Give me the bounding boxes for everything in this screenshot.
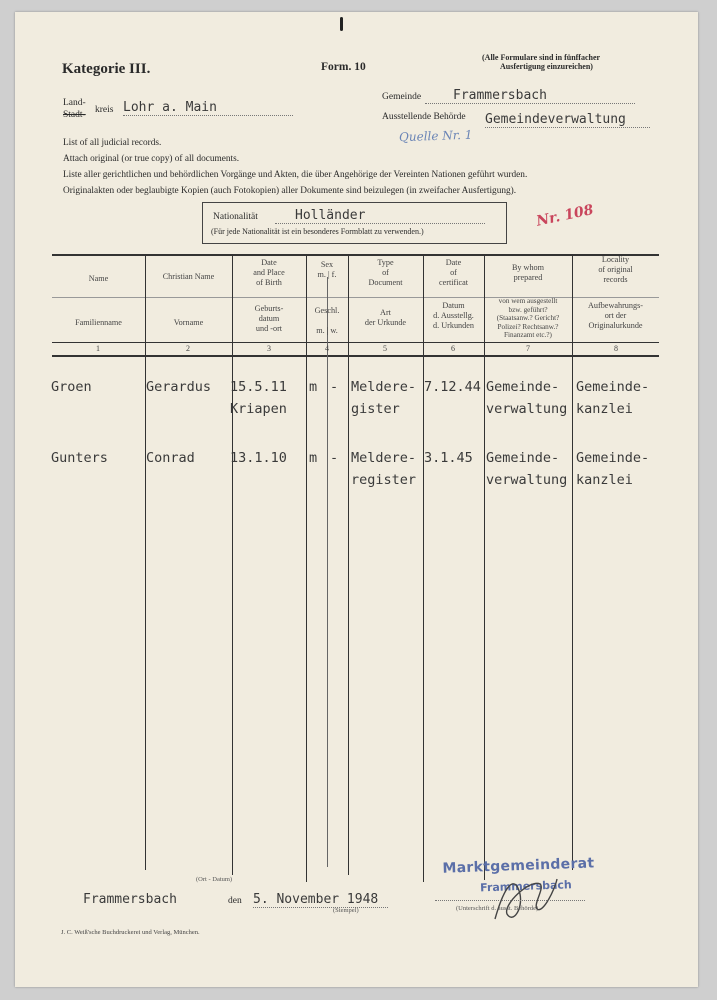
table-numbers-rule (52, 355, 659, 357)
copies-note-line2: Ausfertigung einzureichen) (500, 62, 593, 71)
gemeinde-label: Gemeinde (382, 92, 422, 102)
behoerde-value: Gemeindeverwaltung (485, 112, 650, 128)
row1-date-place: 15.5.11 Kriapen (230, 379, 287, 417)
col-number-7: 7 (526, 344, 530, 353)
header-vorname: Vorname (173, 318, 204, 327)
col-number-3: 3 (267, 344, 271, 353)
red-pencil-mark (535, 202, 595, 237)
row2-sex-f: - (330, 450, 339, 466)
header-date-certificat: Date of certificat (438, 258, 469, 287)
header-geschlecht: Geschl. m. | w. (314, 306, 340, 335)
row1-document-type: Meldere- gister (351, 379, 417, 417)
header-datum-ausstellung: Datum d. Ausstellg. d. Urkunden (433, 301, 474, 330)
col-separator-6 (484, 255, 485, 880)
top-tear-mark (340, 17, 343, 31)
behoerde-label: Ausstellende Behörde (382, 112, 466, 122)
header-date-place-birth: Date and Place of Birth (253, 258, 285, 287)
col-separator-1 (145, 255, 146, 870)
stamp-line-2: Frammersbach (479, 878, 572, 895)
category-title: Kategorie III. (62, 61, 151, 77)
footer-date: 5. November 1948 (253, 892, 388, 908)
stamp-line-1: Marktgemeinderat (442, 855, 595, 877)
signature-scribble (485, 864, 565, 934)
form-number: Form. 10 (321, 61, 366, 73)
header-by-whom: By whom prepared (511, 263, 545, 282)
header-name: Name (88, 274, 109, 283)
row2-christian-name: Conrad (146, 450, 195, 466)
row2-document-type: Meldere- register (351, 450, 417, 488)
header-locality: Locality of original records (598, 255, 633, 284)
col-number-6: 6 (451, 344, 455, 353)
row1-sex-f: - (330, 379, 339, 395)
col-separator-4 (348, 255, 349, 875)
footer-place: Frammersbach (83, 892, 177, 907)
document-page (15, 12, 698, 987)
land-label: Land- (63, 98, 86, 108)
nationality-box (202, 202, 507, 244)
row1-sex-m: m (309, 379, 318, 395)
instruction-line-1: List of all judicial records. (63, 138, 162, 148)
handwritten-source-note: Quelle Nr. 1 (398, 127, 473, 145)
kreis-value: Lohr a. Main (123, 100, 293, 116)
row2-name: Gunters (51, 450, 108, 466)
col-separator-sex (327, 277, 328, 867)
instruction-line-3: Liste aller gerichtlichen und behördlichen Vorgänge und Akten, die über Angehörige der Vereinten Nationen geführt wurden. (63, 170, 528, 180)
row1-christian-name: Gerardus (146, 379, 212, 395)
col-number-8: 8 (614, 344, 618, 353)
signature-label: (Unterschrift d. ausst. Behörde) (456, 905, 539, 912)
stempel-label: (Stempel) (333, 907, 359, 914)
footer-den: den (228, 896, 242, 906)
row2-prepared-by: Gemeinde- verwaltung (486, 450, 568, 488)
stadt-label: Stadt- (63, 110, 86, 120)
kreis-label: kreis (95, 105, 114, 115)
nationality-value: Holländer (275, 208, 485, 224)
row2-date-place: 13.1.10 (230, 450, 287, 466)
table-header-rule (52, 342, 659, 343)
header-familienname: Familienname (75, 318, 122, 327)
row2-locality: Gemeinde- kanzlei (576, 450, 650, 488)
col-separator-3 (306, 255, 307, 882)
header-aufbewahrungsort: Aufbewahrungs- ort der Originalurkunde (587, 301, 644, 330)
row2-certificate-date: 3.1.45 (424, 450, 473, 466)
row1-certificate-date: 7.12.44 (424, 379, 481, 395)
col-number-5: 5 (383, 344, 387, 353)
row1-locality: Gemeinde- kanzlei (576, 379, 650, 417)
row1-name: Groen (51, 379, 92, 395)
header-von-wem: von wem ausgestellt bzw. geführt? (Staatsanw.? Gericht? Polizei? Rechtsanw.? Finanzamt etc.?) (496, 297, 560, 339)
instruction-line-2: Attach original (or true copy) of all documents. (63, 154, 240, 164)
header-sex: Sex m. | f. (317, 260, 337, 279)
col-separator-5 (423, 255, 424, 882)
col-number-2: 2 (186, 344, 190, 353)
table-top-rule (52, 254, 659, 256)
header-art-urkunde: Art der Urkunde (364, 308, 407, 327)
instruction-line-4: Originalakten oder beglaubigte Kopien (auch Fotokopien) aller Dokumente sind beizulegen (in zweifacher Ausfertigung). (63, 186, 517, 196)
row2-sex-m: m (309, 450, 318, 466)
gemeinde-value: Frammersbach (425, 88, 635, 104)
col-number-1: 1 (96, 344, 100, 353)
date-label: (Ort - Datum) (196, 876, 233, 883)
header-type-document: Type of Document (368, 258, 403, 287)
nationality-note: (Für jede Nationalität ist ein besonderes Formblatt zu verwenden.) (211, 227, 424, 236)
header-christian-name: Christian Name (162, 272, 215, 281)
nationality-label: Nationalität (213, 212, 258, 222)
red-pencil-mark-text: Nr. 108 (535, 202, 595, 230)
row1-prepared-by: Gemeinde- verwaltung (486, 379, 568, 417)
col-separator-7 (572, 255, 573, 870)
signature-line (435, 900, 585, 901)
col-separator-2 (232, 255, 233, 875)
header-geburtsdatum: Geburts- datum und -ort (254, 304, 284, 333)
printer-imprint: J. C. Weiß'sche Buchdruckerei und Verlag, München. (61, 929, 200, 936)
copies-note-line1: (Alle Formulare sind in fünffacher (482, 53, 601, 62)
col-number-4: 4 (325, 344, 329, 353)
